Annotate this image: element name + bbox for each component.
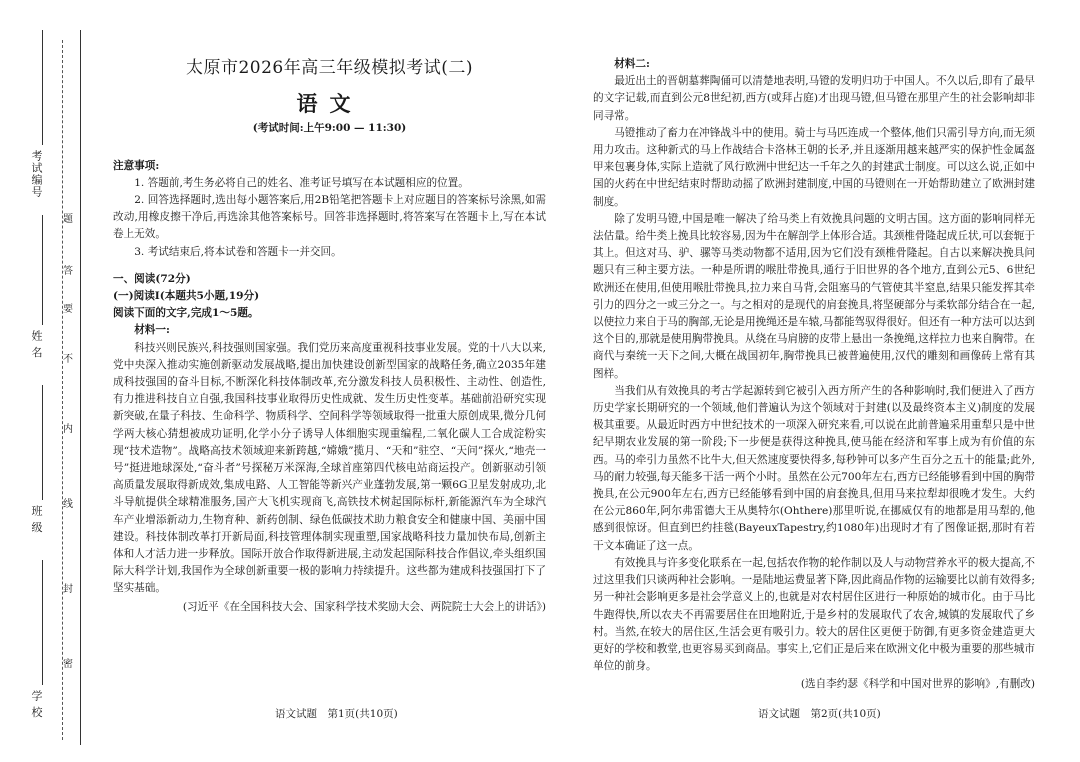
exam-number-blank[interactable] (42, 30, 43, 145)
class-blank[interactable] (42, 385, 43, 500)
page-2 (593, 56, 1035, 694)
seal-char: 要 (63, 304, 73, 315)
reading-instruction: 阅读下面的文字,完成1～5题。 (113, 307, 259, 320)
material-label: 材料一: (134, 324, 170, 337)
seal-char: 封 (63, 584, 73, 595)
seal-char: 题 (63, 214, 73, 225)
attribution: (选自李约瑟《科学和中国对世界的影响》,有删改) (800, 678, 1035, 691)
paragraph: 当我们从有效挽具的考古学起源转到它被引入西方所产生的各种影响时,我们便进入了西方历史学家长期研究的一个领域,他们普遍认为这个领域对于封建(以及最终资本主义)制度的发展极其重要。从最近时西方中世纪技术的一项深入研究来看,可以说在此前普遍采用重犁只是中世纪早期农业发展的第一阶段;下一步便是获得这种挽具,使马能在经济和军事上成为有价值的东西。马的牵引力虽然不比牛大,但天然速度要快得多,每秒钟可以多产生百分之五十的能量;此外,马的耐力较强,每天能多干活一两个小时。虽然在公元700年左右,西方已经能够看到中国的胸带挽具,在公元900年左右,西方已经能够看到中国的肩套挽具,但用马来拉犁却很晚才发生。大约在公元860年,阿尔弗雷德大王从奥特尔(Ohthere)那里听说,在挪威仅有的地都是用马犁的,他感到很惊讶。但直到巴约挂毯(BayeuxTapestry,约1080年)出现时才有了图像证据,那时有若干文本确证了这一点。 (593, 384, 1035, 552)
material-text: 科技兴则民族兴,科技强则国家强。我们党历来高度重视科技事业发展。党的十八大以来,党中央深入推动实施创新驱动发展战略,提出加快建设创新型国家的战略任务,确立2035年建成科技强国的奋斗目标,不断深化科技体制改革,充分激发科技人员积极性、主动性、创造性,有力推进科技自立自强,我国科技事业取得历史性成就、发生历史性变革。基础前沿研究实现新突破,在量子科技、生命科学、物质科学、空间科学等领域取得一批重大原创成果,微分几何学两大核心猜想被成功证明,化学小分子诱导人体细胞实现重编程,二氧化碳人工合成淀粉实现“技术造物”。战略高技术领域迎来新跨越,“嫦娥”揽月、“天和”驻空、“天问”探火,“地壳一号”挺进地球深处,“奋斗者”号探秘万米深海,全球首座第四代核电站商运投产。创新驱动引领高质量发展取得新成效,集成电路、人工智能等新兴产业蓬勃发展,第一颗6G卫星发射成功,北斗导航提供全球精准服务,国产大飞机实现商飞,高铁技术树起国际标杆,新能源汽车为全球汽车产业增添新动力,生物育种、新药创制、绿色低碳技术助力粮食安全和健康中国、美丽中国建设。科技体制改革打开新局面,科技管理体制实现重塑,国家战略科技力量加快布局,创新主体和人才活力进一步释放。国际开放合作取得新进展,主动发起国际科技合作倡议,牵头组织国际大科学计划,我国作为全球创新重要一极的影响力持续提升。这些都为建成科技强国打下了坚实基础。 (113, 341, 546, 595)
subsection-heading: (一)阅读Ⅰ(本题共5小题,19分) (113, 290, 260, 303)
seal-char: 答 (63, 266, 73, 277)
exam-title: 太原市2026年高三年级模拟考试(二) (185, 58, 474, 78)
school-label: 学 校 (30, 690, 43, 719)
seal-dashed-line (62, 40, 63, 740)
school-blank[interactable] (42, 560, 43, 685)
exam-time: (考试时间:上午9:00 — 11:30) (252, 122, 407, 135)
page-footer: 语文试题 第1页(共10页) (275, 708, 398, 720)
page-1 (113, 54, 546, 616)
seal-char: 密 (63, 659, 73, 670)
seal-char: 内 (63, 424, 73, 435)
subject-title: 语文 (296, 91, 363, 117)
note-item: 3. 考试结束后,将本试卷和答题卡一并交回。 (134, 245, 342, 258)
paragraph: 除了发明马镫,中国是唯一解决了给马类上有效挽具问题的文明古国。这方面的影响同样无法估量。给牛类上挽具比较容易,因为牛在解剖学上体形合适。其颈椎骨隆起成丘状,可以套轭于其上。但这对马、驴、骡等马类动物都不适用,因为它们没有颈椎骨隆起。自古以来解决挽具问题只有三种主要方法。一种是所谓的喉肚带挽具,通行于旧世界的各个地方,直到公元5、6世纪欧洲还在使用,但使用喉肚带挽具,拉力来自马背,会阻塞马的气管使其半窒息,结果只能发挥其牵引力的四分之一或三分之一。与之相对的是现代的肩套挽具,将坚硬部分与柔软部分结合在一起,以使拉力来自于马的胸部,无论是用挽绳还是车辕,马都能驾驭得很好。但还有一种方法可以达到这个目的,那就是使用胸带挽具。从绕在马肩膀的皮带上悬出一条挽绳,这样拉力也来自胸带。在商代与秦统一天下之间,大概在战国初年,胸带挽具已被普遍使用,汉代的雕刻和画像砖上常有其图样。 (593, 212, 1035, 380)
name-blank[interactable] (42, 215, 43, 325)
binding-border-line (80, 30, 81, 745)
material-label: 材料二: (614, 58, 650, 70)
name-label: 姓 名 (30, 330, 43, 359)
class-label: 班 级 (30, 505, 43, 534)
page-footer: 语文试题 第2页(共10页) (758, 708, 881, 720)
attribution: (习近平《在全国科技大会、国家科学技术奖励大会、两院院士大会上的讲话》) (182, 600, 546, 613)
notes-heading: 注意事项: (113, 159, 160, 172)
section-heading: 一、阅读(72分) (113, 272, 191, 285)
exam-number-label: 考试编号 (30, 150, 43, 198)
note-item: 2. 回答选择题时,选出每小题答案后,用2B铅笔把答题卡上对应题目的答案标号涂黑,如需改动,用橡皮擦干净后,再选涂其他答案标号。回答非选择题时,将答案写在答题卡上,写在本试卷上无效。 (113, 194, 546, 241)
seal-char: 线 (63, 499, 73, 510)
seal-char: 不 (63, 354, 73, 365)
binding-gutter (0, 0, 82, 762)
paragraph: 马镫推动了畜力在冲锋战斗中的使用。骑士与马匹连成一个整体,他们只需引导方向,而无须用力攻击。这种新式的马上作战结合卡洛林王朝的长矛,并且逐渐用越来越严实的保护性金属盔甲来包裹身体,实际上造就了风行欧洲中世纪达一千年之久的封建武士制度。可以这么说,正如中国的火药在中世纪结束时帮助动摇了欧洲封建制度,中国的马镫则在一开始帮助建立了欧洲封建制度。 (593, 126, 1035, 208)
paragraph: 有效挽具与许多变化联系在一起,包括农作物的轮作制以及人与动物营养水平的极大提高,不过这里我们只谈两种社会影响。一是陆地运费显著下降,因此商品作物的运输要比以前有效得多;另一种社会影响更多是社会学意义上的,也就是对农村居住区进行一种原始的城市化。由于马比牛跑得快,所以农夫不再需要居住在田地附近,于是乡村的发展取代了农舍,城镇的发展取代了乡村。当然,在较大的居住区,生活会更有吸引力。较大的居住区更便于防御,有更多资金建造更大更好的学校和教堂,也更容易买到商品。事实上,它们正是后来在欧洲文化中极为重要的那些城市单位的前身。 (593, 556, 1035, 673)
note-item: 1. 答题前,考生务必将自己的姓名、准考证号填写在本试题相应的位置。 (134, 176, 469, 189)
paragraph: 最近出土的晋朝墓葬陶俑可以清楚地表明,马镫的发明归功于中国人。不久以后,即有了最早的文字记载,而直到公元8世纪初,西方(或拜占庭)才出现马镫,但马镫在那里产生的社会影响却非同寻常。 (593, 75, 1035, 122)
